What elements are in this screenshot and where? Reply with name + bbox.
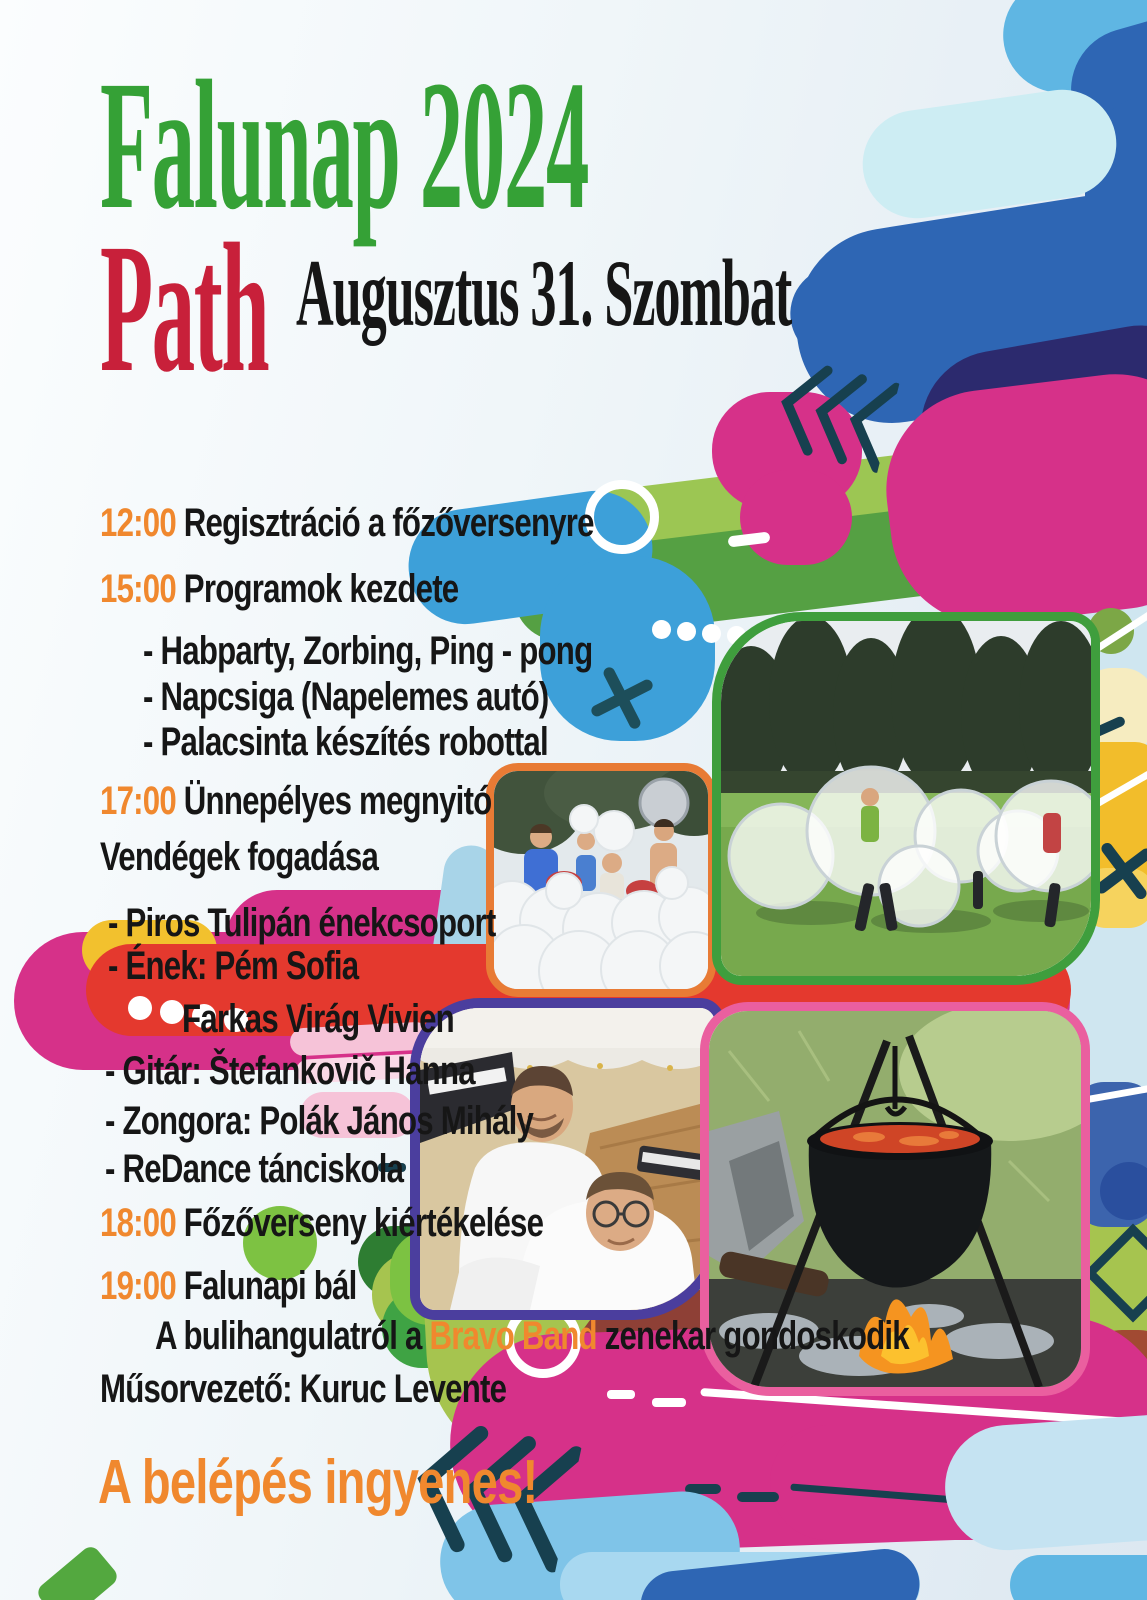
poster-title: Falunap 2024 xyxy=(100,43,589,248)
schedule-text: Farkas Virág Vivien xyxy=(182,997,454,1041)
x-mark-icon xyxy=(1095,842,1147,901)
schedule-text: - Ének: Pém Sofia xyxy=(108,944,359,988)
schedule-text: - Palacsinta készítés robottal xyxy=(143,720,548,764)
dots-icon xyxy=(128,996,152,1020)
schedule-text: Ünnepélyes megnyitó xyxy=(183,779,492,823)
schedule-item xyxy=(100,569,458,609)
schedule-text: Regisztráció a főzőversenyre xyxy=(183,501,594,545)
poster-subtitle: Path xyxy=(100,206,269,411)
band-line-prefix: A bulihangulatról a xyxy=(155,1314,430,1358)
schedule-text: - Habparty, Zorbing, Ping - pong xyxy=(143,629,593,673)
schedule-item xyxy=(100,1266,356,1306)
schedule-time: 19:00 xyxy=(100,1264,176,1308)
decor-blob xyxy=(1010,1555,1147,1600)
schedule-item xyxy=(100,837,378,877)
schedule-time: 17:00 xyxy=(100,779,176,823)
zorbing-photo xyxy=(712,612,1100,985)
free-entry-line: A belépés ingyenes! xyxy=(98,1448,538,1517)
foam-party-photo xyxy=(486,763,716,997)
band-name: Bravo Band xyxy=(429,1314,597,1358)
dash-icon xyxy=(652,1398,686,1407)
schedule-item xyxy=(105,1051,475,1091)
band-line-suffix: zenekar gondoskodik xyxy=(596,1314,909,1358)
schedule-time: 15:00 xyxy=(100,567,176,611)
host-line xyxy=(100,1369,506,1409)
dots-icon xyxy=(702,624,721,643)
schedule-text: Falunapi bál xyxy=(183,1264,357,1308)
poster-date: Augusztus 31. Szombat xyxy=(296,240,792,346)
schedule-item xyxy=(108,946,358,986)
schedule-item xyxy=(100,1203,543,1243)
circle-outline-icon xyxy=(585,480,659,554)
schedule-text: - ReDance tánciskola xyxy=(105,1147,404,1191)
schedule-item xyxy=(182,999,454,1039)
band-selfie-photo xyxy=(410,998,725,1320)
schedule-text: - Napcsiga (Napelemes autó) xyxy=(143,675,549,719)
schedule-item xyxy=(108,903,496,943)
schedule-text: Programok kezdete xyxy=(183,567,459,611)
decor-blob xyxy=(34,1543,120,1600)
schedule-item xyxy=(105,1101,533,1141)
schedule-item xyxy=(100,781,491,821)
schedule-time: 12:00 xyxy=(100,501,176,545)
band-line xyxy=(155,1316,909,1356)
dash-icon xyxy=(737,1492,779,1502)
schedule-text: Vendégek fogadása xyxy=(100,835,379,879)
schedule-text: Főzőverseny kiértékelése xyxy=(183,1201,544,1245)
dots-icon xyxy=(160,1000,184,1024)
dots-icon xyxy=(652,620,671,639)
schedule-item xyxy=(100,503,594,543)
schedule-time: 18:00 xyxy=(100,1201,176,1245)
dots-icon xyxy=(677,622,696,641)
schedule-item xyxy=(143,722,548,762)
schedule-text: - Piros Tulipán énekcsoport xyxy=(108,901,496,945)
schedule-item xyxy=(105,1149,403,1189)
host-text: Műsorvezető: Kuruc Levente xyxy=(100,1367,507,1411)
schedule-text: - Gitár: Štefankovič Hanna xyxy=(105,1049,475,1093)
schedule-item xyxy=(143,631,592,671)
decor-blob xyxy=(740,470,852,565)
schedule-text: - Zongora: Polák János Mihály xyxy=(105,1099,534,1143)
dash-icon xyxy=(607,1390,635,1399)
schedule-item xyxy=(143,677,548,717)
